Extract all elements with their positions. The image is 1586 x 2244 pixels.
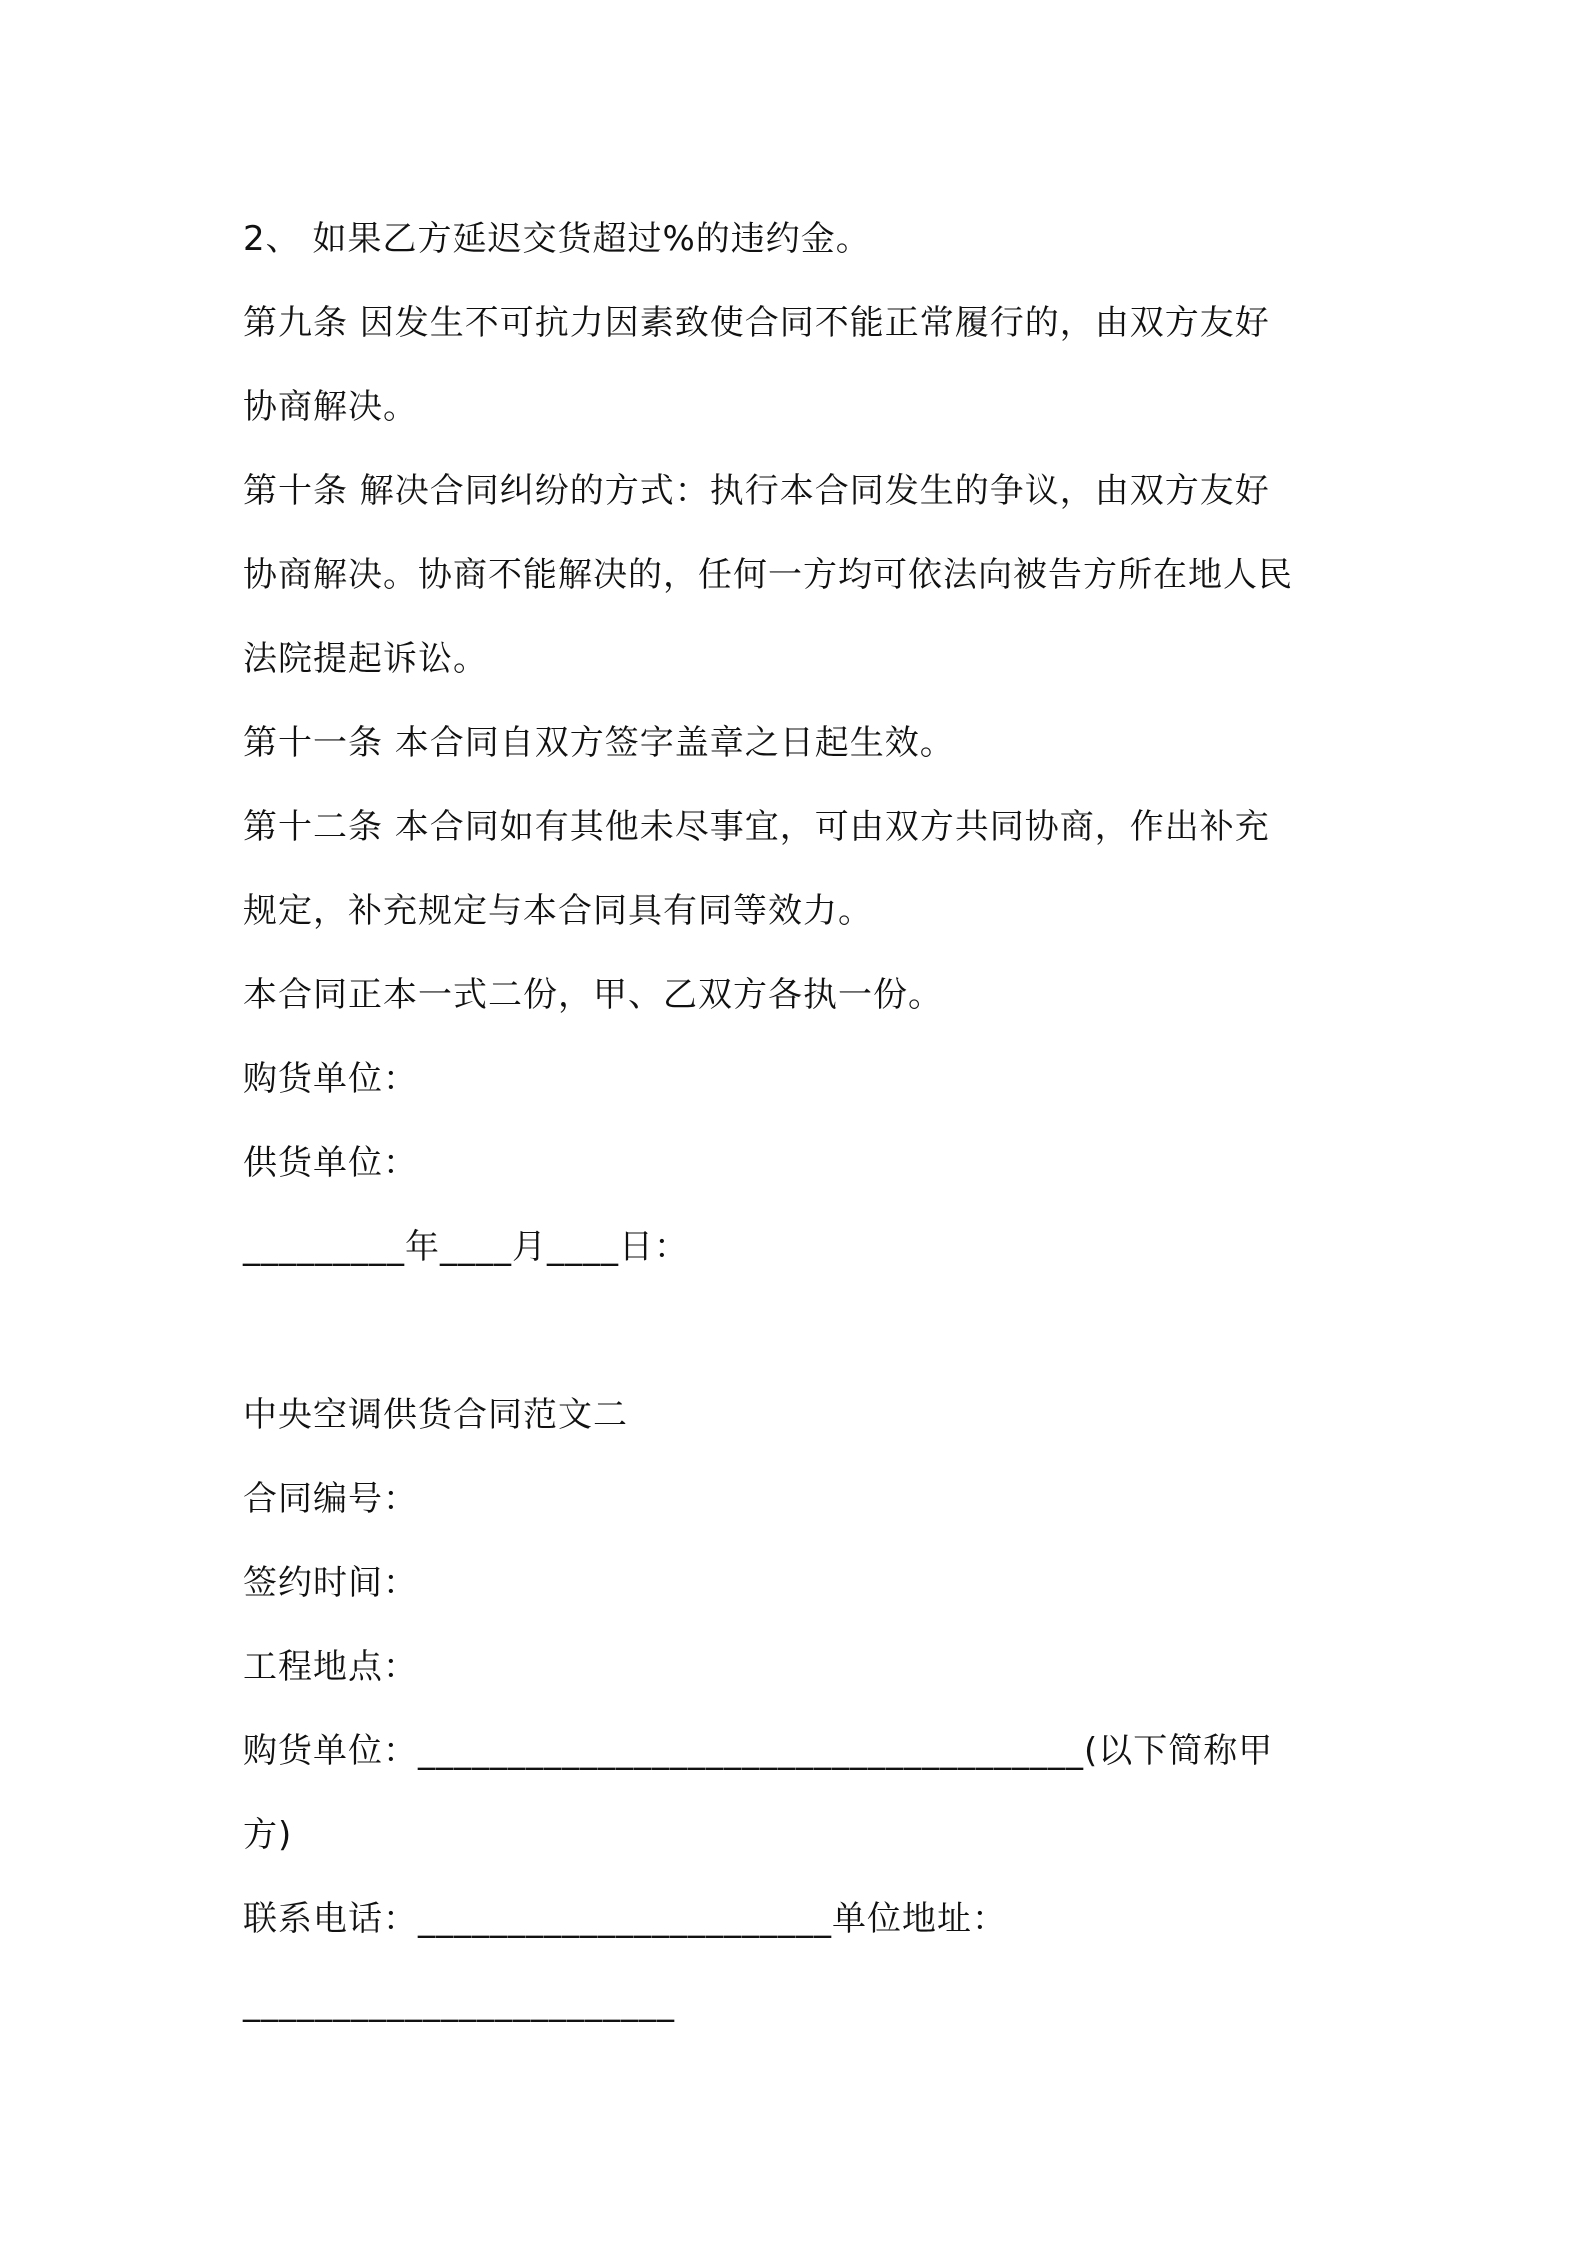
section-title: 中央空调供货合同范文二 [243,1395,628,1435]
date-line: _________年____月____日： [243,1227,689,1267]
article-12-line-1: 第十二条 本合同如有其他未尽事宜，可由双方共同协商，作出补充 [243,807,1270,847]
article-11: 第十一条 本合同自双方签字盖章之日起生效。 [243,723,955,763]
document-body [243,197,1363,2045]
supplier-label: 供货单位： [243,1143,418,1183]
buyer-field-line-1: 购货单位：_____________________________________(以下简称甲 [243,1731,1274,1771]
article-9-line-1: 第九条 因发生不可抗力因素致使合同不能正常履行的，由双方友好 [243,303,1270,343]
article-9-line-2: 协商解决。 [243,387,418,427]
section-gap [243,1289,1363,1373]
signing-time-label: 签约时间： [243,1563,418,1603]
copies-statement: 本合同正本一式二份，甲、乙双方各执一份。 [243,975,943,1015]
phone-address-line: 联系电话：_______________________单位地址： [243,1899,1007,1939]
contract-number-label: 合同编号： [243,1479,418,1519]
clause-2-late-delivery: 2、 如果乙方延迟交货超过%的违约金。 [243,219,871,259]
project-location-label: 工程地点： [243,1647,418,1687]
address-blank-line: ________________________ [243,1983,675,2023]
buyer-label: 购货单位： [243,1059,418,1099]
article-10-line-1: 第十条 解决合同纠纷的方式：执行本合同发生的争议，由双方友好 [243,471,1270,511]
article-12-line-2: 规定，补充规定与本合同具有同等效力。 [243,891,873,931]
article-10-line-2: 协商解决。协商不能解决的，任何一方均可依法向被告方所在地人民 [243,555,1293,595]
article-10-line-3: 法院提起诉讼。 [243,639,488,679]
buyer-field-line-2: 方) [243,1815,293,1855]
